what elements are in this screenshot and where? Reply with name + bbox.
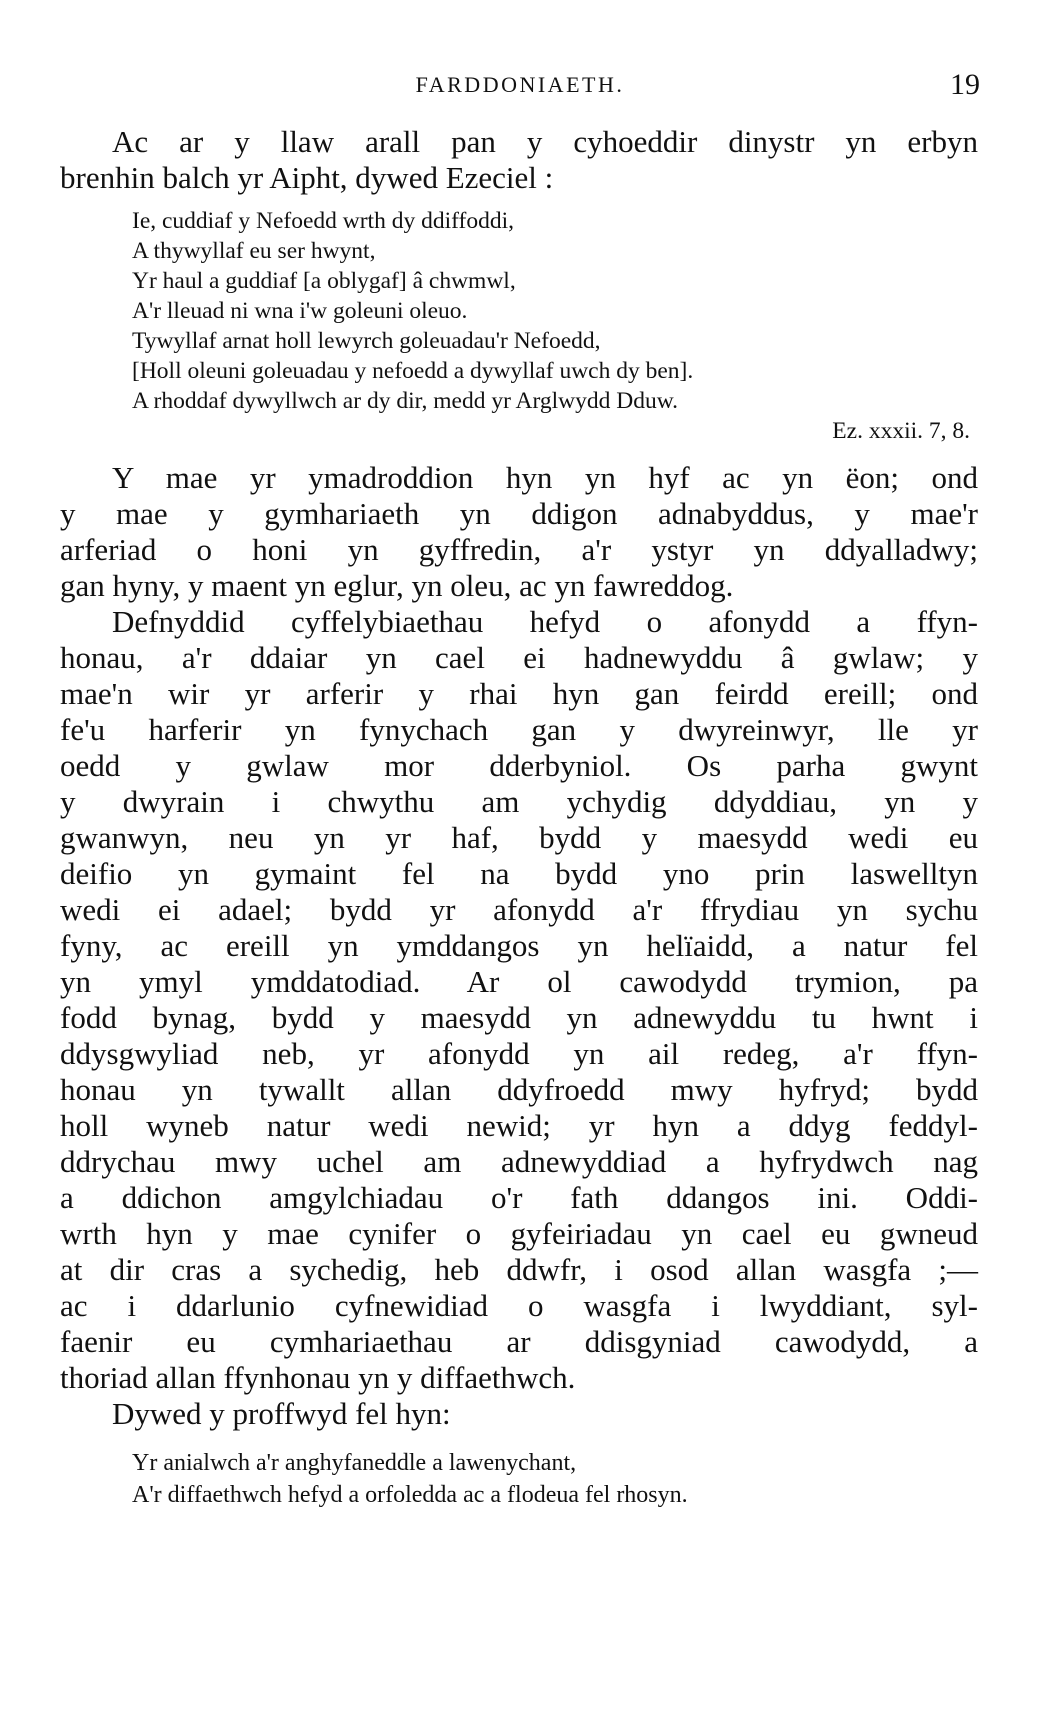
verse-line: A rhoddaf dywyllwch ar dy dir, medd yr Arglwydd Dduw. [132,388,679,414]
verse-line: Ie, cuddiaf y Nefoedd wrth dy ddiffoddi, [132,208,514,234]
verse-reference: Ez. xxxii. 7, 8. [832,418,970,444]
paragraph-line: mae'n wir yr arferir y rhai hyn gan feirdd ereill; ond [60,676,978,711]
paragraph-line: faenir eu cymhariaethau ar ddisgyniad cawodydd, a [60,1324,978,1359]
paragraph-line: ac i ddarlunio cyfnewidiad o wasgfa i lwyddiant, syl- [60,1288,978,1323]
paragraph-line: Ac ar y llaw arall pan y cyhoeddir dinystr yn erbyn [112,124,978,159]
paragraph-line: thoriad allan ffynhonau yn y diffaethwch. [60,1360,576,1395]
paragraph-line: gan hyny, y maent yn eglur, yn oleu, ac yn fawreddog. [60,568,734,603]
paragraph-line: ddysgwyliad neb, yr afonydd yn ail redeg, a'r ffyn- [60,1036,978,1071]
running-title: FARDDONIAETH. [415,72,625,97]
page-number: 19 [950,68,980,101]
paragraph-line: honau yn tywallt allan ddyfroedd mwy hyfryd; bydd [60,1072,978,1107]
verse-line: A thywyllaf eu ser hwynt, [132,238,376,264]
verse-line: Yr anialwch a'r anghyfaneddle a lawenychant, [132,1450,577,1476]
paragraph-line: y dwyrain i chwythu am ychydig ddyddiau, yn y [60,784,978,819]
paragraph-line: deifio yn gymaint fel na bydd yno prin laswelltyn [60,856,978,891]
paragraph-line: at dir cras a sychedig, heb ddwfr, i osod allan wasgfa ;— [60,1252,978,1287]
paragraph-line: fodd bynag, bydd y maesydd yn adnewyddu tu hwnt i [60,1000,978,1035]
page-header [60,68,980,112]
paragraph-line: holl wyneb natur wedi newid; yr hyn a ddyg feddyl- [60,1108,978,1143]
paragraph-line: wrth hyn y mae cynifer o gyfeiriadau yn cael eu gwneud [60,1216,978,1251]
paragraph-line: Y mae yr ymadroddion hyn yn hyf ac yn ëon; ond [112,460,978,495]
paragraph-line: honau, a'r ddaiar yn cael ei hadnewyddu â gwlaw; y [60,640,978,675]
verse-line: [Holl oleuni goleuadau y nefoedd a dywyllaf uwch dy ben]. [132,358,694,384]
paragraph-line: ddrychau mwy uchel am adnewyddiad a hyfrydwch nag [60,1144,978,1179]
paragraph-line: fe'u harferir yn fynychach gan y dwyreinwyr, lle yr [60,712,978,747]
paragraph-line: arferiad o honi yn gyffredin, a'r ystyr yn ddyalladwy; [60,532,978,567]
paragraph-line: brenhin balch yr Aipht, dywed Ezeciel : [60,160,554,195]
verse-line: A'r diffaethwch hefyd a orfoledda ac a flodeua fel rhosyn. [132,1482,688,1508]
paragraph-line: a ddichon amgylchiadau o'r fath ddangos ini. Oddi- [60,1180,978,1215]
paragraph-line: wedi ei adael; bydd yr afonydd a'r ffrydiau yn sychu [60,892,978,927]
verse-line: Tywyllaf arnat holl lewyrch goleuadau'r Nefoedd, [132,328,601,354]
paragraph-line: Dywed y proffwyd fel hyn: [112,1396,451,1431]
paragraph-line: fyny, ac ereill yn ymddangos yn helïaidd, a natur fel [60,928,978,963]
verse-line: Yr haul a guddiaf [a oblygaf] â chwmwl, [132,268,516,294]
paragraph-line: yn ymyl ymddatodiad. Ar ol cawodydd trymion, pa [60,964,978,999]
paragraph-line: y mae y gymhariaeth yn ddigon adnabyddus, y mae'r [60,496,978,531]
paragraph-line: Defnyddid cyffelybiaethau hefyd o afonydd a ffyn- [112,604,978,639]
verse-line: A'r lleuad ni wna i'w goleuni oleuo. [132,298,468,324]
paragraph-line: gwanwyn, neu yn yr haf, bydd y maesydd wedi eu [60,820,978,855]
paragraph-line: oedd y gwlaw mor dderbyniol. Os parha gwynt [60,748,978,783]
